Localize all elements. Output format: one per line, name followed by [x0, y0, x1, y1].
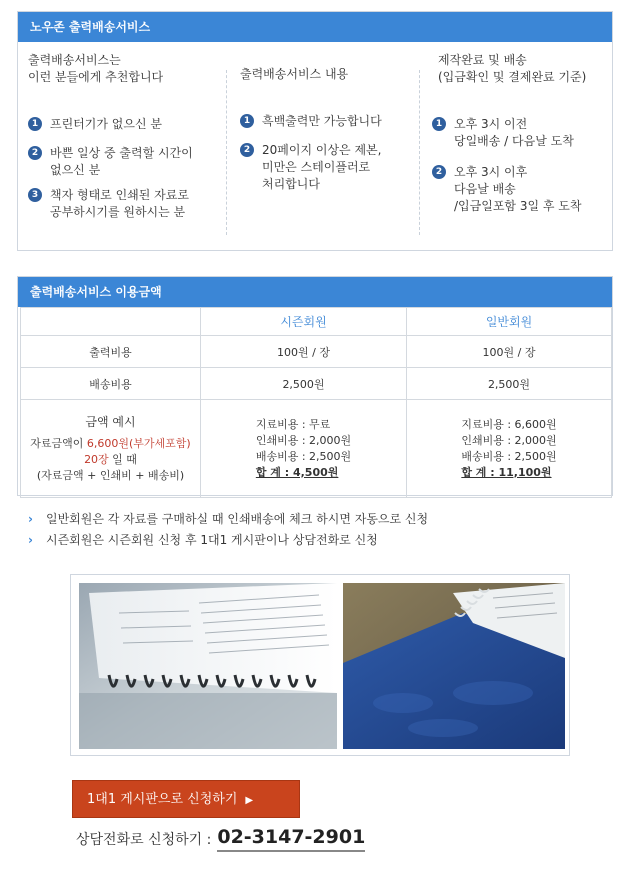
season-value: 100원 / 장: [201, 336, 407, 368]
note-item: › 일반회원은 각 자료를 구매하실 때 인쇄배송에 체크 하시면 자동으로 신청: [28, 509, 428, 529]
general-total: 합 계 : 11,100원: [461, 465, 552, 479]
pricing-table: [20, 307, 612, 498]
pricing-panel: [17, 276, 613, 496]
season-total: 합 계 : 4,500원: [255, 465, 339, 479]
phone-number: 02-3147-2901: [217, 826, 365, 852]
recommend-column: [28, 52, 228, 229]
table-header-general: 일반회원: [407, 308, 612, 336]
number-badge-icon: 2: [28, 146, 42, 160]
number-badge-icon: 1: [28, 117, 42, 131]
general-value: 2,500원: [407, 368, 612, 400]
apply-board-button[interactable]: 1대1 게시판으로 신청하기 ▶: [72, 780, 300, 818]
example-label-cell: 금액 예시 자료금액이 6,600원(부가세포함) 20장 일 때 (자료금액 + 인쇄비 + 배송비): [21, 400, 201, 498]
triangle-right-icon: ▶: [245, 795, 254, 806]
delivery-column: [432, 52, 612, 223]
number-badge-icon: 2: [240, 143, 254, 157]
spiral-bound-document-photo: [79, 583, 337, 749]
phone-apply: [76, 826, 365, 852]
general-example-cell: 지료비용 : 6,600원 인쇄비용 : 2,000원 배송비용 : 2,500원 합 계 : 11,100원: [407, 400, 612, 498]
general-value: 100원 / 장: [407, 336, 612, 368]
number-badge-icon: 2: [432, 165, 446, 179]
number-badge-icon: 1: [240, 114, 254, 128]
delivery-title: 제작완료 및 배송 (입금확인 및 결제완료 기준): [438, 53, 587, 84]
photo-frame: [70, 574, 570, 756]
season-example-cell: 지료비용 : 무료 인쇄비용 : 2,000원 배송비용 : 2,500원 합 계 : 4,500원: [201, 400, 407, 498]
notes-list: [28, 509, 428, 551]
row-label: 배송비용: [21, 368, 201, 400]
list-item: 2 20페이지 이상은 제본, 미만은 스테이플러로 처리합니다: [240, 142, 420, 193]
chevron-right-icon: ›: [28, 533, 33, 547]
table-header: [21, 308, 201, 336]
service-content-title: 출력배송서비스 내용: [240, 67, 349, 81]
service-info-title: 노우존 출력배송서비스: [18, 12, 612, 42]
service-content-column: [240, 52, 420, 201]
list-item: 1 흑백출력만 가능합니다: [240, 113, 420, 130]
list-item: 1 오후 3시 이전 당일배송 / 다음날 도착: [432, 116, 612, 150]
number-badge-icon: 3: [28, 188, 42, 202]
table-row: [21, 368, 612, 400]
list-item: 3 책자 형태로 인쇄된 자료로 공부하시기를 원하시는 분: [28, 187, 228, 221]
table-row: [21, 336, 612, 368]
table-header-season: 시즌회원: [201, 308, 407, 336]
number-badge-icon: 1: [432, 117, 446, 131]
pricing-title: 출력배송서비스 이용금액: [18, 277, 612, 307]
list-item: 2 바쁜 일상 중 출력할 시간이 없으신 분: [28, 145, 228, 179]
recommend-title: 출력배송서비스는 이런 분들에게 추천합니다: [28, 53, 164, 84]
blue-cover-binding-photo: [343, 583, 565, 749]
chevron-right-icon: ›: [28, 512, 33, 526]
list-item: 2 오후 3시 이후 다음날 배송 /입금일포함 3일 후 도착: [432, 164, 612, 215]
season-value: 2,500원: [201, 368, 407, 400]
service-info-panel: [17, 11, 613, 251]
row-label: 출력비용: [21, 336, 201, 368]
note-item: › 시즌회원은 시즌회원 신청 후 1대1 게시판이나 상담전화로 신청: [28, 530, 428, 550]
phone-label: 상담전화로 신청하기 :: [76, 832, 212, 848]
table-row-example: [21, 400, 612, 498]
list-item: 1 프린터기가 없으신 분: [28, 116, 228, 133]
